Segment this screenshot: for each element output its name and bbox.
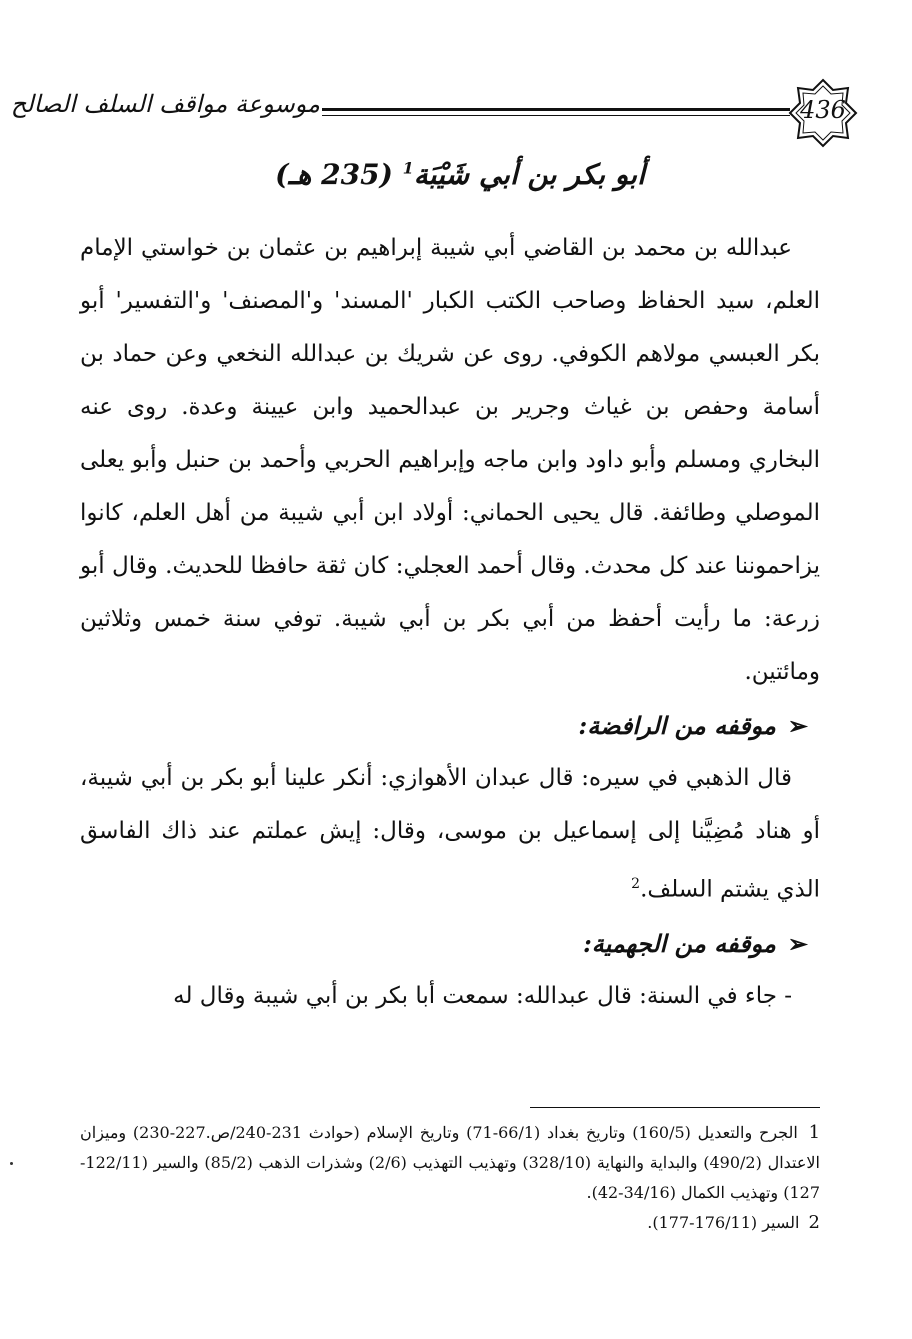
footnotes — [80, 1118, 820, 1238]
page-header — [10, 78, 846, 148]
section-jahmiyya-paragraph: - جاء في السنة: قال عبدالله: سمعت أبا بكر بن أبي شيبة وقال له — [173, 982, 792, 1009]
section-heading-rafida-text: موقفه من الرافضة: — [578, 711, 776, 740]
footnote-text: الجرح والتعديل (160/5) وتاريخ بغداد (66/1-71) وتاريخ الإسلام (حوادث 231-240/ص.227-230) وميزان الاعتدال (490/2) والبداية والنهاية (328/10) وتهذيب التهذيب (2/6) وشذرات الذهب (85/2) والسير (122/11-127) وتهذيب الكمال (34/16-42). — [80, 1123, 820, 1202]
footnote-number: 1 — [808, 1122, 821, 1143]
chapter-year: (235 هـ) — [275, 158, 393, 191]
section-heading-jahmiyya — [80, 917, 820, 970]
main-content — [80, 222, 820, 1023]
footnote-item — [80, 1208, 820, 1238]
bio-paragraph: عبدالله بن محمد بن القاضي أبي شيبة إبراهيم بن عثمان بن خواستي الإمام العلم، سيد الحفاظ وصاحب الكتب الكبار 'المسند' و'المصنف' و'التفسير' أبو بكر العبسي مولاهم الكوفي. روى عن شريك بن عبدالله النخعي وعن حماد بن أسامة وحفص بن غياث وجرير بن عبدالحميد وابن عيينة وعدة. روى عنه البخاري ومسلم وأبو داود وابن ماجه وإبراهيم الحربي وأحمد بن حنبل وأبو يعلى الموصلي وطائفة. قال يحيى الحماني: أولاد ابن أبي شيبة من أهل العلم، كانوا يزاحموننا عند كل محدث. وقال أحمد العجلي: كان ثقة حافظا للحديث. وقال أبو زرعة: ما رأيت أحفظ من أبي بكر بن أبي شيبة. توفي سنة خمس وثلاثين ومائتين. — [80, 235, 820, 685]
section-rafida-paragraph — [80, 752, 820, 917]
footnote-separator — [530, 1107, 820, 1108]
chapter-title-text: أبو بكر بن أبي شَيْبَة — [413, 158, 645, 191]
header-rule — [322, 108, 790, 111]
book-title: موسوعة مواقف السلف الصالح — [10, 90, 320, 118]
page-number: 436 — [800, 96, 846, 124]
footnote-item — [80, 1118, 820, 1208]
header-rule-thin — [322, 115, 790, 116]
stray-dot — [10, 1162, 13, 1165]
section-rafida-footnote-ref: 2 — [631, 876, 641, 892]
footnote-text: السير (176/11-177). — [647, 1213, 800, 1232]
chapter-footnote-ref: 1 — [402, 158, 414, 178]
section-heading-jahmiyya-text: موقفه من الجهمية: — [582, 928, 776, 958]
chapter-title — [100, 158, 820, 191]
section-heading-rafida — [80, 699, 820, 752]
footnote-number: 2 — [808, 1212, 820, 1233]
section-rafida-text: قال الذهبي في سيره: قال عبدان الأهوازي: أنكر علينا أبو بكر بن أبي شيبة، أو هناد مُضِيَّنا إلى إسماعيل بن موسى، وقال: إيش عملتم عند ذاك الفاسق الذي يشتم السلف. — [80, 765, 820, 903]
arrow-bullet-icon: ➢ — [787, 711, 808, 740]
arrow-bullet-icon: ➢ — [787, 928, 808, 958]
